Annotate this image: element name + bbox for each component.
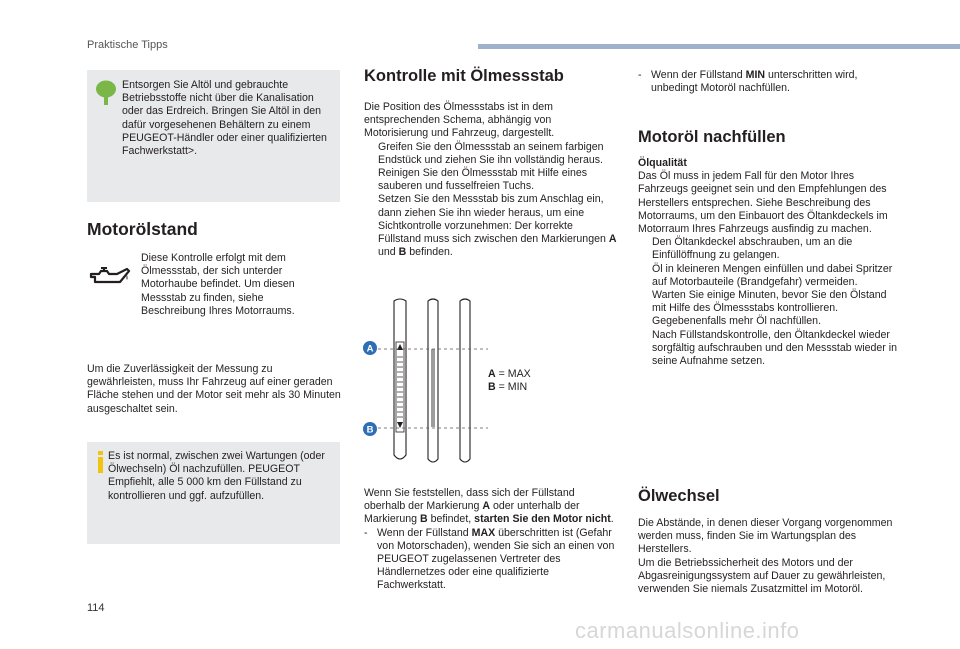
- kontrolle-body: [364, 101, 617, 259]
- header-bar: [478, 44, 960, 49]
- dash-text: Wenn der Füllstand: [377, 526, 469, 539]
- quality-label-text: Ölqualität: [638, 157, 687, 169]
- warning-bold: starten Sie den Motor nicht: [474, 513, 611, 526]
- kontrolle-step-2: [364, 167, 617, 193]
- marker-b-ref: B: [419, 513, 428, 526]
- kontrolle-step-1: [364, 141, 617, 167]
- legend-b: [488, 381, 588, 394]
- legend-b-text: = MIN: [498, 381, 528, 394]
- motoroelstand-title: Motorölstand: [87, 219, 198, 239]
- dash-min-block: [638, 69, 900, 95]
- change-text-2: Um die Betriebssicherheit des Motors und der Abgasreinigungssystem auf Dauer zu gewährleisten, verwenden Sie niemals Zusatzmittel im Motoröl.: [638, 556, 886, 596]
- dash-mark: -: [364, 526, 368, 539]
- refill-step-2: [638, 263, 900, 289]
- tree-icon: [95, 80, 117, 106]
- refill-body: [638, 157, 900, 368]
- quality-text: Das Öl muss in jedem Fall für den Motor Ihres Fahrzeugs geeignet sein und den Empfehlungen des Herstellers entsprechen. Siehe Beschreibung des Motorraums, um den Einbauort des Öltankdeckels im Motorraum Ihres Fahrzeugs ausfindig zu machen.: [638, 170, 888, 236]
- watermark: carmanualsonline.info: [575, 618, 800, 643]
- step-text: Warten Sie einige Minuten, bevor Sie den Ölstand mit Hilfe des Ölmessstabs kontrollieren.: [652, 289, 887, 315]
- quality-label: [638, 157, 900, 170]
- step-text: Reinigen Sie den Ölmessstab mit Hilfe eines sauberen und fusselfreien Tuchs.: [378, 167, 588, 193]
- change-body: [638, 517, 900, 596]
- kontrolle-intro: Die Position des Ölmessstabs ist in dem entsprechenden Schema, abhängig von Motorisierung und Fahrzeug, dargestellt.: [364, 101, 555, 140]
- dash-max: [364, 527, 618, 593]
- oil-can-icon: [87, 264, 131, 288]
- marker-b-ref: B: [398, 246, 407, 259]
- dipstick-illustration: [360, 297, 500, 467]
- legend-a: [488, 368, 588, 381]
- kontrolle-step-3: [364, 193, 617, 259]
- refill-title: Motoröl nachfüllen: [638, 128, 786, 146]
- kontrolle-title: Kontrolle mit Ölmessstab: [364, 67, 564, 85]
- step-text: Den Öltankdeckel abschrauben, um an die Einfüllöffnung zu gelangen.: [652, 236, 853, 262]
- dash-text: überschritten ist (Gefahr von Motorschaden), wenden Sie sich an einen von PEUGEOT zugelassenen Vertreter des Händlernetzes oder eine qualifizierte Fachwerkstatt.: [377, 526, 615, 592]
- step-text: Setzen Sie den Messstab bis zum Anschlag ein, dann ziehen Sie ihn wieder heraus, um eine Sichtkontrolle vorzunehmen: Der korrekte Füllstand muss sich zwischen den Markierungen: [378, 193, 606, 246]
- dash-text: Wenn der Füllstand: [651, 69, 743, 81]
- info-note-text: Es ist normal, zwischen zwei Wartungen (oder Ölwechseln) Öl nachzufüllen. PEUGEOT Empfiehlt, alle 5 000 km den Füllstand zu kontrollieren und ggf. aufzufüllen.: [108, 450, 325, 502]
- step-text: und: [378, 246, 396, 259]
- fuellstand-warning: [364, 487, 618, 593]
- warning-text: oder unterhalb der Markierung: [364, 500, 580, 526]
- dipstick-legend: [488, 368, 588, 394]
- warning-text: .: [610, 513, 614, 526]
- marker-a-label: A: [366, 343, 374, 355]
- page-number: 114: [87, 602, 105, 614]
- warning-text: Wenn Sie feststellen, dass sich der Füllstand oberhalb der Markierung: [364, 487, 575, 513]
- refill-step-5: [638, 329, 900, 369]
- dash-text: unterschritten wird, unbedingt Motoröl nachfüllen.: [651, 69, 858, 95]
- warning-text: befindet,: [430, 513, 472, 526]
- dash-mark: -: [638, 69, 642, 81]
- legend-a-text: = MAX: [498, 368, 531, 380]
- eco-note-text: Entsorgen Sie Altöl und gebrauchte Betriebsstoffe nicht über die Kanalisation oder das Erdreich. Bringen Sie Altöl in den dafür vorgesehenen Behältern zu einem PEUGEOT-Händler oder einer qualifizierten Fachwerkstatt>.: [122, 79, 327, 158]
- refill-step-4: [638, 315, 900, 328]
- info-note-box: [87, 442, 340, 544]
- section-label: Praktische Tipps: [87, 39, 168, 51]
- step-text: Greifen Sie den Ölmessstab an seinem farbigen Endstück und ziehen Sie ihn vollständig heraus.: [378, 140, 604, 166]
- step-text: Nach Füllstandskontrolle, den Öltankdeckel wieder sorgfältig aufschrauben und den Messstab wieder in seine Aufnahme setzen.: [652, 328, 897, 368]
- step-text: Gegebenenfalls mehr Öl nachfüllen.: [652, 315, 822, 328]
- legend-a-letter: A: [488, 368, 496, 380]
- marker-a-ref: A: [482, 500, 491, 513]
- info-icon: [95, 451, 107, 473]
- motoroelstand-intro: Diese Kontrolle erfolgt mit dem Ölmessstab, der sich unterder Motorhaube befindet. Um diesen Messstab zu finden, siehe Beschreibung Ihres Motorraums.: [141, 252, 295, 317]
- dash-min: [638, 69, 900, 95]
- marker-b-label: B: [366, 424, 374, 436]
- eco-note-box: [87, 70, 340, 202]
- marker-a-ref: A: [608, 233, 617, 246]
- legend-b-letter: B: [488, 381, 496, 394]
- dash-bold: MIN: [745, 69, 766, 81]
- refill-step-1: [638, 236, 900, 262]
- reliability-text: Um die Zuverlässigkeit der Messung zu gewährleisten, muss Ihr Fahrzeug auf einer geraden Fläche stehen und der Motor seit mehr als 30 Minuten ausgeschaltet sein.: [87, 363, 341, 415]
- change-text-1: Die Abstände, in denen dieser Vorgang vorgenommen werden muss, finden Sie im Wartungsplan des Herstellers.: [638, 517, 893, 556]
- fuellstand-warning-para: [364, 487, 618, 527]
- dash-bold: MAX: [471, 526, 496, 539]
- change-title: Ölwechsel: [638, 487, 720, 505]
- step-text: Öl in kleineren Mengen einfüllen und dabei Spritzer auf Motorbauteile (Brandgefahr) vermeiden.: [652, 262, 893, 288]
- step-text: befinden.: [409, 246, 453, 259]
- refill-step-3: [638, 289, 900, 315]
